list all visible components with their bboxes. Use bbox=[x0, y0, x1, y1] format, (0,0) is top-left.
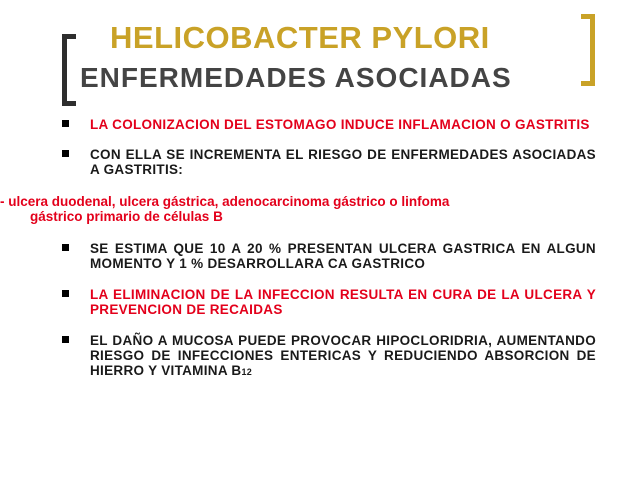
left-bracket-decoration bbox=[62, 34, 76, 106]
list-item bbox=[60, 147, 596, 177]
right-bracket-decoration bbox=[581, 14, 595, 86]
item-text: CON ELLA SE INCREMENTA EL RIESGO DE ENFERMEDADES ASOCIADAS A GASTRITIS: bbox=[90, 147, 596, 177]
slide-title: HELICOBACTER PYLORI bbox=[110, 20, 490, 55]
item-text: LA ELIMINACION DE LA INFECCION RESULTA EN CURA DE LA ULCERA Y PREVENCION DE RECAIDAS bbox=[90, 287, 596, 317]
square-bullet-icon bbox=[62, 150, 69, 157]
list-item bbox=[60, 241, 596, 271]
item-text: SE ESTIMA QUE 10 A 20 % PRESENTAN ULCERA GASTRICA EN ALGUN MOMENTO Y 1 % DESARROLLARA CA GASTRICO bbox=[90, 241, 596, 271]
square-bullet-icon bbox=[62, 244, 69, 251]
subscript-text: 12 bbox=[241, 367, 253, 377]
item-text-line: - ulcera duodenal, ulcera gástrica, adenocarcinoma gástrico o linfoma bbox=[0, 194, 450, 209]
list-item bbox=[60, 287, 596, 317]
item-text: EL DAÑO A MUCOSA PUEDE PROVOCAR HIPOCLORIDRIA, AUMENTANDO RIESGO DE INFECCIONES ENTERICAS Y REDUCIENDO ABSORCION DE HIERRO Y VITAMINA B bbox=[90, 333, 596, 378]
square-bullet-icon bbox=[62, 290, 69, 297]
list-item bbox=[0, 194, 600, 224]
slide-subtitle: ENFERMEDADES ASOCIADAS bbox=[80, 62, 512, 93]
list-item bbox=[60, 333, 596, 380]
item-text-line: gástrico primario de células B bbox=[30, 209, 223, 224]
bullet-list bbox=[0, 117, 596, 380]
list-item bbox=[60, 117, 596, 132]
square-bullet-icon bbox=[62, 120, 69, 127]
item-text: LA COLONIZACION DEL ESTOMAGO INDUCE INFLAMACION O GASTRITIS bbox=[90, 117, 590, 132]
square-bullet-icon bbox=[62, 336, 69, 343]
